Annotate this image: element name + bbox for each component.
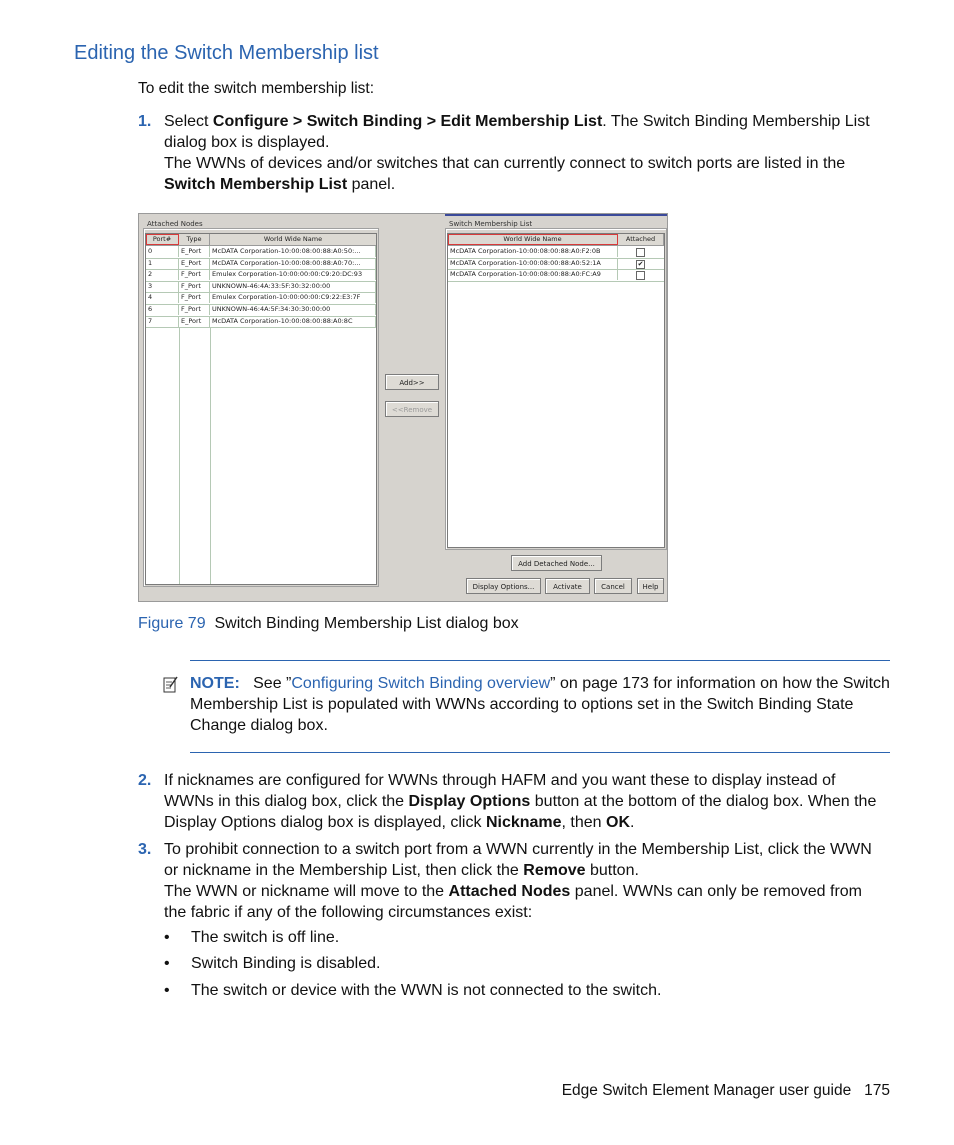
cell-wwn: Emulex Corporation-10:00:00:00:C9:20:DC:93 [210,269,376,280]
attached-nodes-title: Attached Nodes [147,220,203,228]
cell-type: F_Port [179,292,210,303]
cell-wwn: McDATA Corporation-10:00:08:00:88:A0:8C [210,316,376,327]
step-number: 3. [138,841,152,858]
step-text: , then [561,814,607,831]
cell-type: E_Port [179,316,210,327]
cancel-button[interactable]: Cancel [594,578,632,594]
cell-port: 4 [146,292,179,303]
table-row[interactable] [448,269,664,282]
cell-wwn: Emulex Corporation-10:00:00:00:C9:22:E3:7F [210,292,376,303]
add-button[interactable]: Add>> [385,374,439,390]
col-wwn[interactable]: World Wide Name [210,234,377,245]
display-options-button[interactable]: Display Options... [466,578,541,594]
step-number: 2. [138,772,152,789]
menu-path: Configure > Switch Binding > Edit Membership List [212,113,603,130]
cell-wwn: McDATA Corporation-10:00:08:00:88:A0:FC:A9 [448,269,618,280]
cell-type: F_Port [179,281,210,292]
col-wwn[interactable]: World Wide Name [448,234,618,245]
cell-wwn: UNKNOWN-46:4A:33:5F:30:32:00:00 [210,281,376,292]
step-3-body [164,839,886,923]
cell-port: 1 [146,258,179,269]
cell-wwn: McDATA Corporation-10:00:08:00:88:A0:50:... [210,246,376,257]
table-header [448,234,664,246]
attached-checkbox[interactable] [636,271,645,280]
attached-nodes-table[interactable] [145,233,377,585]
attached-checkbox[interactable]: ✔ [637,259,644,268]
note-top-rule [190,660,890,661]
cell-type: E_Port [179,246,210,257]
column-divider [179,327,180,584]
cell-port: 3 [146,281,179,292]
attached-checkbox[interactable] [636,248,645,257]
switch-binding-dialog [138,213,668,602]
page-footer [562,1082,890,1100]
col-type[interactable]: Type [179,234,210,245]
cell-port: 0 [146,246,179,257]
figure-label: Figure 79 [138,615,206,632]
table-row[interactable] [146,316,376,329]
step-1-body [164,111,886,195]
note-pad-icon [163,676,178,693]
bullet-text: The switch or device with the WWN is not connected to the switch. [191,982,662,999]
col-port[interactable]: Port# [146,234,179,245]
note-bottom-rule [190,752,890,753]
figure-title: Switch Binding Membership List dialog box [214,615,519,632]
note-block [190,673,890,736]
step-1-line-1 [164,111,886,153]
help-button[interactable]: Help [637,578,664,594]
intro-text: To edit the switch membership list: [138,80,375,97]
remove-button[interactable]: <<Remove [385,401,439,417]
membership-list-title: Switch Membership List [449,220,533,228]
bullet-dot: • [164,955,170,972]
cell-wwn: McDATA Corporation-10:00:08:00:88:A0:52:1A [448,258,618,269]
footer-title: Edge Switch Element Manager user guide [561,1082,852,1099]
button-name: OK [606,814,631,831]
cell-port: 6 [146,304,179,315]
activate-button[interactable]: Activate [545,578,590,594]
cell-wwn: UNKNOWN-46:4A:5F:34:30:30:00:00 [210,304,376,315]
page-number: 175 [864,1082,890,1099]
step-text: panel. [347,176,396,193]
step-text: If nicknames are configured for WWNs through HAFM and you want these to display instead of WWNs in this dialog box, click the [164,772,836,810]
option-name: Nickname [485,814,562,831]
bullet-text: Switch Binding is disabled. [191,955,381,972]
step-text: Select [164,113,213,130]
panel-name: Switch Membership List [164,176,348,193]
bullet-dot: • [164,929,170,946]
note-link[interactable]: Configuring Switch Binding overview [291,675,551,692]
step-text: The WWN or nickname will move to the [164,883,449,900]
cell-type: E_Port [179,258,210,269]
panel-name: Attached Nodes [448,883,571,900]
step-2-body [164,770,886,833]
step-text: button at the bottom of the dialog box. When the Display Options dialog box is displayed, click [164,793,877,831]
title-bar-edge [445,214,667,216]
step-3-line-2 [164,881,886,923]
step-1-line-2 [164,153,886,195]
step-text: To prohibit connection to a switch port from a WWN currently in the Membership List, click the WWN or nickname in the Membership List, then click the [164,841,872,879]
note-label: NOTE: [190,675,240,692]
add-detached-node-button[interactable]: Add Detached Node... [511,555,602,571]
cell-wwn: McDATA Corporation-10:00:08:00:88:A0:F2:0B [448,246,618,257]
button-name: Display Options [408,793,531,810]
cell-port: 7 [146,316,179,327]
note-text: ” on page 173 for information on how the Switch Membership List is populated with WWNs according to options set in the Switch Binding State Change dialog box. [190,675,890,734]
membership-list-table[interactable] [447,233,665,548]
figure-caption [138,615,519,633]
step-text: . The Switch Binding Membership List dialog box is displayed. [164,113,870,151]
bullet-dot: • [164,982,170,999]
col-attached[interactable]: Attached [618,234,664,245]
cell-wwn: McDATA Corporation-10:00:08:00:88:A0:70:... [210,258,376,269]
cell-type: F_Port [179,304,210,315]
column-divider [210,327,211,584]
note-text: See ” [253,675,292,692]
step-text: . [630,814,635,831]
bullet-text: The switch is off line. [191,929,340,946]
step-text: button. [585,862,639,879]
step-text: panel. WWNs can only be removed from the fabric if any of the following circumstances exist: [164,883,862,921]
section-heading: Editing the Switch Membership list [74,42,379,64]
step-3-line-1 [164,839,886,881]
table-header [146,234,376,246]
cell-port: 2 [146,269,179,280]
cell-type: F_Port [179,269,210,280]
step-number: 1. [138,113,152,130]
step-text: The WWNs of devices and/or switches that can currently connect to switch ports are listed in the [164,155,846,172]
button-name: Remove [523,862,586,879]
